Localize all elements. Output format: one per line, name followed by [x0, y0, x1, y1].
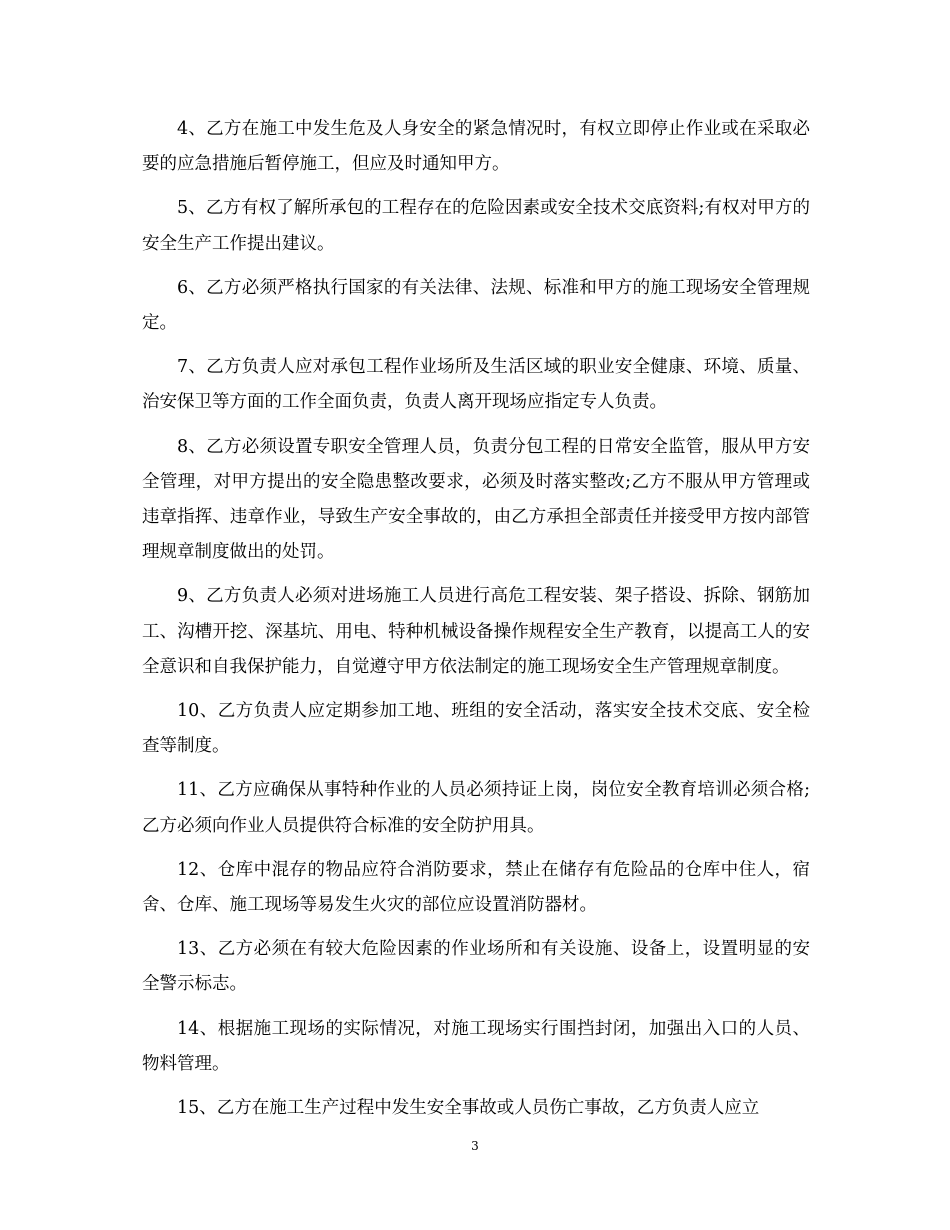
paragraph-clause-10: 10、乙方负责人应定期参加工地、班组的安全活动，落实安全技术交底、安全检查等制度。	[142, 701, 810, 757]
paragraph-clause-12: 12、仓库中混存的物品应符合消防要求，禁止在储存有危险品的仓库中住人，宿舍、仓库、施工现场等易发生火灾的部位应设置消防器材。	[142, 859, 810, 916]
paragraph-clause-14: 14、根据施工现场的实际情况，对施工现场实行围挡封闭，加强出入口的人员、物料管理。	[142, 1018, 810, 1074]
paragraph-clause-7: 7、乙方负责人应对承包工程作业场所及生活区域的职业安全健康、环境、质量、治安保卫等方面的工作全面负责，负责人离开现场应指定专人负责。	[142, 357, 810, 413]
page-number: 3	[471, 1139, 479, 1153]
paragraph-clause-11: 11、乙方应确保从事特种作业的人员必须持证上岗，岗位安全教育培训必须合格;乙方必须向作业人员提供符合标准的安全防护用具。	[142, 780, 810, 836]
paragraph-clause-15: 15、乙方在施工生产过程中发生安全事故或人员伤亡事故，乙方负责人应立	[177, 1098, 760, 1119]
paragraph-clause-6: 6、乙方必须严格执行国家的有关法律、法规、标准和甲方的施工现场安全管理规定。	[142, 277, 810, 334]
paragraph-clause-4: 4、乙方在施工中发生危及人身安全的紧急情况时，有权立即停止作业或在采取必要的应急措施后暂停施工，但应及时通知甲方。	[142, 119, 810, 175]
document-body	[142, 112, 810, 1135]
paragraph-clause-13: 13、乙方必须在有较大危险因素的作业场所和有关设施、设备上，设置明显的安全警示标志。	[142, 939, 810, 995]
paragraph-clause-9: 9、乙方负责人必须对进场施工人员进行高危工程安装、架子搭设、拆除、钢筋加工、沟槽开挖、深基坑、用电、特种机械设备操作规程安全生产教育，以提高工人的安全意识和自我保护能力，自觉遵守甲方依法制定的施工现场安全生产管理规章制度。	[142, 586, 810, 677]
paragraph-clause-5: 5、乙方有权了解所承包的工程存在的危险因素或安全技术交底资料;有权对甲方的安全生产工作提出建议。	[142, 198, 810, 254]
paragraph-clause-8: 8、乙方必须设置专职安全管理人员，负责分包工程的日常安全监管，服从甲方安全管理，对甲方提出的安全隐患整改要求，必须及时落实整改;乙方不服从甲方管理或违章指挥、违章作业，导致生产安全事故的，由乙方承担全部责任并接受甲方按内部管理规章制度做出的处罚。	[142, 436, 810, 563]
